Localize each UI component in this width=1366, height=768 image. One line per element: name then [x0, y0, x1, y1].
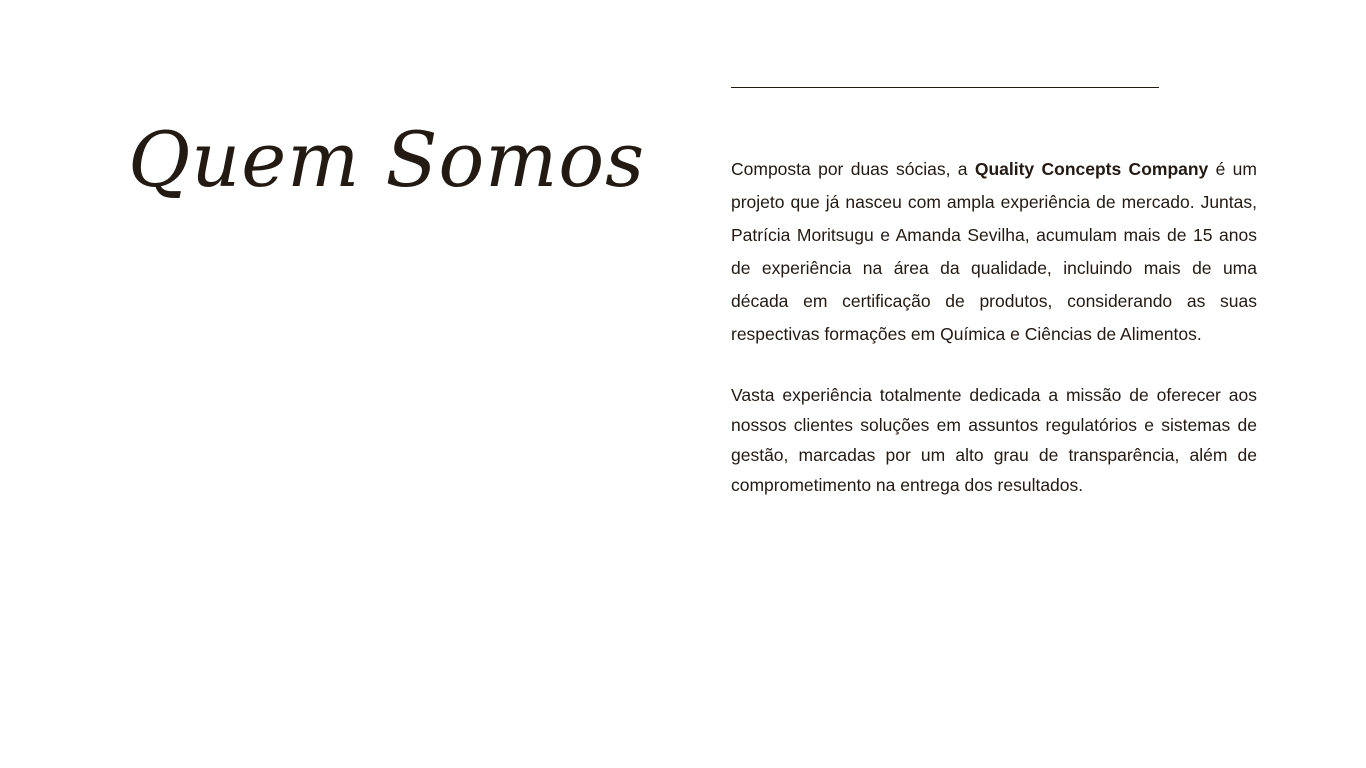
divider-line: [731, 87, 1159, 88]
about-content: [731, 153, 1257, 500]
company-name: Quality Concepts Company: [974, 159, 1209, 179]
page-title: Quem Somos: [128, 115, 646, 204]
intro-text-after: é um projeto que já nasceu com ampla experiência de mercado. Juntas, Patrícia Moritsugu e Amanda Sevilha, acumulam mais de 15 anos de experiência na área da qualidade, incluindo mais de uma década em certificação de produtos, considerando as suas respectivas formações em Química e Ciências de Alimentos.: [731, 159, 1257, 344]
mission-paragraph: Vasta experiência totalmente dedicada a missão de oferecer aos nossos clientes soluções em assuntos regulatórios e sistemas de gestão, marcadas por um alto grau de transparência, além de comprometimento na entrega dos resultados.: [731, 385, 1257, 495]
intro-paragraph: [731, 153, 1257, 351]
intro-text-before: Composta por duas sócias, a: [731, 159, 975, 179]
